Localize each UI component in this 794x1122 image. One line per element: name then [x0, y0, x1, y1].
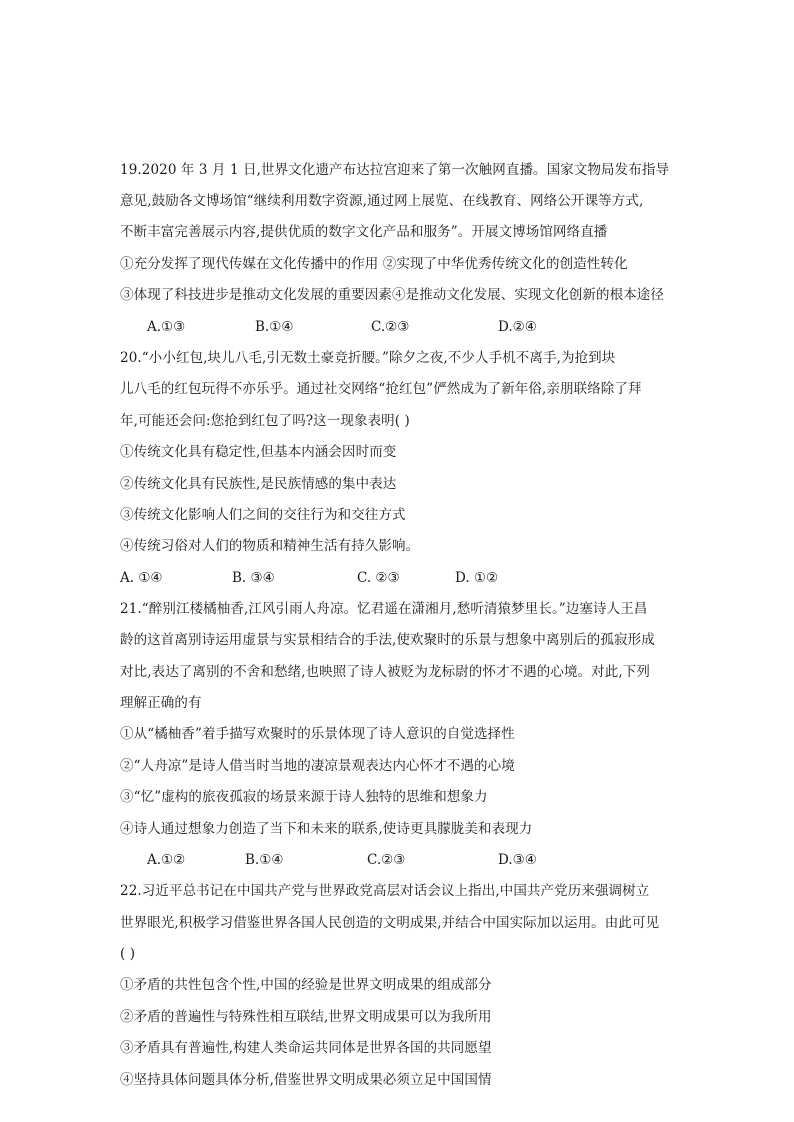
q21-stem-line: 龄的这首离别诗运用虚景与实景相结合的手法,使欢聚时的乐景与想象中离别后的孤寂形成 [120, 632, 655, 648]
q21-statement-line: ④诗人通过想象力创造了当下和未来的联系,使诗更具朦胧美和表现力 [120, 821, 533, 837]
q19-stem-line: 19.2020 年 3 月 1 日,世界文化遗产布达拉宫迎来了第一次触网直播。国家文物局发布指导 [120, 162, 670, 178]
q20-stem-line: 20.“小小红包,块儿八毛,引无数土豪竞折腰。”除夕之夜,不少人手机不离手,为抢到块 [120, 350, 616, 366]
q22-statement-line: ①矛盾的共性包含个性,中国的经验是世界文明成果的组成部分 [120, 977, 492, 993]
q20-option-c: C. ②③ [357, 570, 400, 586]
q19-statement-line: ①充分发挥了现代传媒在文化传播中的作用 ②实现了中华优秀传统文化的创造性转化 [120, 256, 628, 272]
q21-statement-line: ②“人舟凉”是诗人借当时当地的凄凉景观表达内心怀才不遇的心境 [120, 758, 515, 774]
q21-option-a: A.①② [147, 852, 186, 868]
q22-stem-line: 世界眼光,积极学习借鉴世界各国人民创造的文明成果,并结合中国实际加以运用。由此可见 [120, 915, 660, 931]
q20-stem-line: 儿八毛的红包玩得不亦乐乎。通过社交网络“抢红包”俨然成为了新年俗,亲朋联络除了拜 [120, 381, 642, 397]
q22-statement-line: ②矛盾的普遍性与特殊性相互联结,世界文明成果可以为我所用 [120, 1009, 492, 1025]
q21-stem-line: 对比,表达了离别的不舍和愁绪,也映照了诗人被贬为龙标尉的怀才不遇的心境。对此,下列 [120, 664, 650, 680]
q19-stem-line: 意见,鼓励各文博场馆“继续利用数字资源,通过网上展览、在线教育、网络公开课等方式, [120, 193, 644, 209]
q20-statement-line: ①传统文化具有稳定性,但基本内涵会因时而变 [120, 444, 397, 460]
q20-statement-line: ③传统文化影响人们之间的交往行为和交往方式 [120, 507, 406, 523]
q21-stem-line: 理解正确的有 [120, 695, 202, 711]
q21-option-c: C.②③ [367, 852, 406, 868]
q19-option-d: D.②④ [498, 319, 537, 335]
q22-statement-line: ③矛盾具有普遍性,构建人类命运共同体是世界各国的共同愿望 [120, 1040, 492, 1056]
q20-options [120, 568, 680, 588]
q20-option-b: B. ③④ [232, 570, 275, 586]
q22-stem-line: ( ) [120, 946, 136, 962]
q20-option-d: D. ①② [455, 570, 499, 586]
q21-statement-line: ①从“橘柚香”着手描写欢聚时的乐景体现了诗人意识的自觉选择性 [120, 726, 515, 742]
q20-option-a: A. ①④ [120, 570, 163, 586]
q20-statement-line: ②传统文化具有民族性,是民族情感的集中表达 [120, 476, 397, 492]
q21-option-d: D.③④ [498, 852, 537, 868]
q19-option-c: C.②③ [371, 319, 410, 335]
q19-option-b: B.①④ [255, 319, 294, 335]
q19-statement-line: ③体现了科技进步是推动文化发展的重要因素④是推动文化发展、实现文化创新的根本途径 [120, 287, 664, 303]
q22-statement-line: ④坚持具体问题具体分析,借鉴世界文明成果必须立足中国国情 [120, 1072, 492, 1088]
q21-stem-line: 21.“醉别江楼橘柚香,江风引雨人舟凉。忆君遥在潇湘月,愁听清猿梦里长。”边塞诗人王昌 [120, 601, 648, 617]
q19-options [120, 317, 680, 337]
q21-option-b: B.①④ [245, 852, 284, 868]
q22-stem-line: 22.习近平总书记在中国共产党与世界政党高层对话会议上指出,中国共产党历来强调树立 [120, 883, 650, 899]
q20-statement-line: ④传统习俗对人们的物质和精神生活有持久影响。 [120, 538, 420, 554]
q21-options [120, 850, 680, 870]
q19-option-a: A.①③ [147, 319, 186, 335]
q19-stem-line: 不断丰富完善展示内容,提供优质的数字文化产品和服务”。开展文博场馆网络直播 [120, 224, 608, 240]
q20-stem-line: 年,可能还会问:您抢到红包了吗?这一现象表明( ) [120, 413, 410, 429]
q21-statement-line: ③“忆”虚构的旅夜孤寂的场景来源于诗人独特的思维和想象力 [120, 789, 488, 805]
